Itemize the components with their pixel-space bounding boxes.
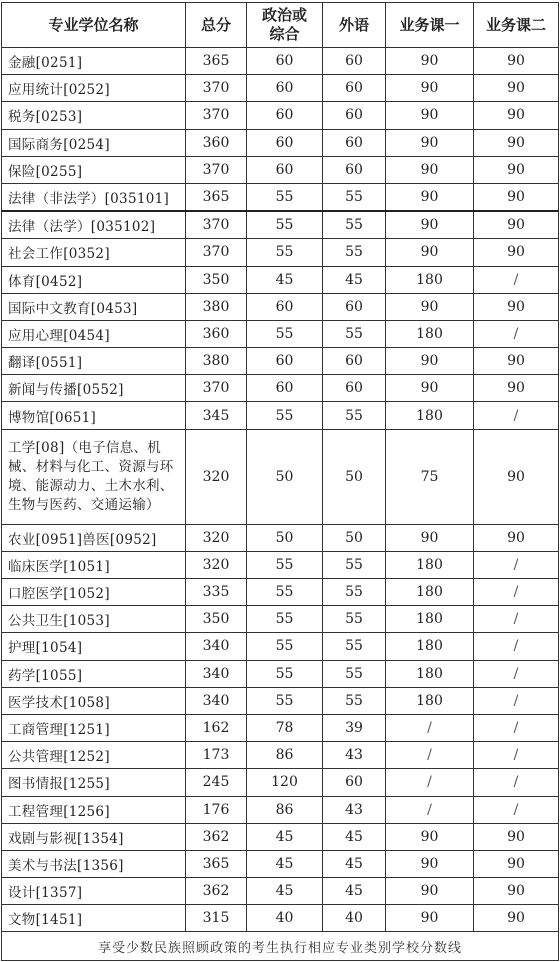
cell-subject2: /: [474, 320, 559, 347]
table-row: [2, 129, 559, 156]
cell-politics: 60: [247, 156, 323, 183]
cell-politics: 60: [247, 129, 323, 156]
cell-foreign: 55: [323, 239, 386, 266]
cell-name: 税务[0253]: [2, 102, 186, 129]
header-name: 专业学位名称: [2, 3, 186, 48]
cell-politics: 60: [247, 293, 323, 320]
cell-foreign: 55: [323, 211, 386, 239]
cell-total: 365: [186, 48, 247, 75]
cell-total: 176: [186, 796, 247, 823]
cell-name: 医学技术[1058]: [2, 687, 186, 714]
table-row: [2, 183, 559, 211]
cell-politics: 50: [247, 429, 323, 524]
cell-name: 临床医学[1051]: [2, 551, 186, 578]
cell-foreign: 60: [323, 129, 386, 156]
header-politics-line2: 综合: [269, 25, 300, 43]
cell-foreign: 43: [323, 742, 386, 769]
cell-politics: 60: [247, 375, 323, 402]
cell-foreign: 55: [323, 606, 386, 633]
cell-politics: 55: [247, 606, 323, 633]
table-row: [2, 687, 559, 714]
cell-name: 新闻与传播[0552]: [2, 375, 186, 402]
cell-name: 翻译[0551]: [2, 348, 186, 375]
cell-subject2: /: [474, 796, 559, 823]
cell-politics: 60: [247, 348, 323, 375]
cell-subject2: /: [474, 687, 559, 714]
table-row: [2, 878, 559, 905]
cell-politics: 45: [247, 823, 323, 850]
cell-foreign: 55: [323, 402, 386, 429]
cell-total: 365: [186, 850, 247, 877]
cell-subject2: 90: [474, 239, 559, 266]
cell-subject2: /: [474, 769, 559, 796]
cell-name: 应用统计[0252]: [2, 75, 186, 102]
cell-subject1: 90: [386, 129, 474, 156]
table-row: [2, 850, 559, 877]
cell-politics: 55: [247, 633, 323, 660]
table-row: [2, 375, 559, 402]
cell-name: 博物馆[0651]: [2, 402, 186, 429]
cell-total: 173: [186, 742, 247, 769]
table-row: [2, 606, 559, 633]
table-row: [2, 742, 559, 769]
cell-subject1: 180: [386, 579, 474, 606]
table-row: [2, 905, 559, 932]
cell-subject2: 90: [474, 48, 559, 75]
cell-total: 370: [186, 375, 247, 402]
cell-subject2: 90: [474, 75, 559, 102]
cell-total: 162: [186, 714, 247, 741]
header-subject1: 业务课一: [386, 3, 474, 48]
cell-total: 370: [186, 239, 247, 266]
cell-name: 社会工作[0352]: [2, 239, 186, 266]
cell-subject1: 90: [386, 183, 474, 211]
cell-total: 315: [186, 905, 247, 932]
cell-subject2: /: [474, 606, 559, 633]
cell-subject2: 90: [474, 878, 559, 905]
cell-name: 护理[1054]: [2, 633, 186, 660]
cell-subject1: 90: [386, 211, 474, 239]
cell-subject1: /: [386, 769, 474, 796]
cell-subject2: 90: [474, 524, 559, 551]
cell-foreign: 55: [323, 579, 386, 606]
cell-foreign: 45: [323, 266, 386, 293]
cell-subject1: 90: [386, 293, 474, 320]
cell-subject1: 180: [386, 633, 474, 660]
cell-foreign: 60: [323, 102, 386, 129]
cell-politics: 55: [247, 687, 323, 714]
table-row: [2, 293, 559, 320]
table-row: [2, 579, 559, 606]
cell-name: 保险[0255]: [2, 156, 186, 183]
cell-politics: 55: [247, 579, 323, 606]
cell-subject2: /: [474, 579, 559, 606]
cell-name: 法律（非法学）[035101]: [2, 183, 186, 211]
cell-name: 工程管理[1256]: [2, 796, 186, 823]
cell-total: 360: [186, 320, 247, 347]
cell-total: 320: [186, 551, 247, 578]
cell-subject2: 90: [474, 905, 559, 932]
cell-subject1: 90: [386, 156, 474, 183]
cell-subject1: 180: [386, 266, 474, 293]
table-row: [2, 524, 559, 551]
cell-subject2: /: [474, 402, 559, 429]
footnote-row: [2, 932, 559, 961]
cell-subject1: 90: [386, 348, 474, 375]
cell-name: 农业[0951]兽医[0952]: [2, 524, 186, 551]
table-header-row: [2, 3, 559, 48]
table-row: [2, 75, 559, 102]
cell-total: 320: [186, 524, 247, 551]
cell-subject1: 90: [386, 524, 474, 551]
header-total: 总分: [186, 3, 247, 48]
cell-subject2: 90: [474, 156, 559, 183]
score-table: [1, 2, 559, 961]
cell-subject1: /: [386, 714, 474, 741]
cell-politics: 86: [247, 796, 323, 823]
cell-total: 380: [186, 293, 247, 320]
cell-name: 工学[08]（电子信息、机械、材料与化工、资源与环境、能源动力、土木水利、生物与医药、交通运输）: [2, 429, 186, 524]
cell-foreign: 45: [323, 823, 386, 850]
cell-total: 350: [186, 266, 247, 293]
cell-subject1: 180: [386, 320, 474, 347]
cell-foreign: 60: [323, 769, 386, 796]
cell-foreign: 55: [323, 687, 386, 714]
cell-name: 国际中文教育[0453]: [2, 293, 186, 320]
table-row: [2, 823, 559, 850]
cell-foreign: 60: [323, 48, 386, 75]
header-politics-line1: 政治或: [261, 6, 307, 24]
cell-total: 362: [186, 878, 247, 905]
cell-subject1: 90: [386, 102, 474, 129]
cell-name: 金融[0251]: [2, 48, 186, 75]
cell-subject2: /: [474, 742, 559, 769]
cell-name: 法律（法学）[035102]: [2, 211, 186, 239]
cell-subject2: 90: [474, 293, 559, 320]
cell-subject1: 75: [386, 429, 474, 524]
cell-subject2: 90: [474, 211, 559, 239]
cell-subject1: /: [386, 796, 474, 823]
cell-politics: 78: [247, 714, 323, 741]
cell-foreign: 60: [323, 348, 386, 375]
cell-foreign: 39: [323, 714, 386, 741]
cell-foreign: 50: [323, 524, 386, 551]
table-row: [2, 266, 559, 293]
cell-foreign: 43: [323, 796, 386, 823]
table-row: [2, 402, 559, 429]
cell-name: 戏剧与影视[1354]: [2, 823, 186, 850]
cell-politics: 55: [247, 211, 323, 239]
cell-name: 应用心理[0454]: [2, 320, 186, 347]
cell-politics: 45: [247, 850, 323, 877]
cell-total: 350: [186, 606, 247, 633]
cell-foreign: 55: [323, 183, 386, 211]
cell-subject2: /: [474, 714, 559, 741]
cell-politics: 45: [247, 266, 323, 293]
cell-politics: 55: [247, 551, 323, 578]
cell-subject2: 90: [474, 102, 559, 129]
cell-foreign: 50: [323, 429, 386, 524]
cell-politics: 55: [247, 183, 323, 211]
cell-subject2: 90: [474, 823, 559, 850]
cell-subject2: /: [474, 633, 559, 660]
cell-total: 380: [186, 348, 247, 375]
cell-politics: 50: [247, 524, 323, 551]
table-row: [2, 660, 559, 687]
cell-subject2: 90: [474, 429, 559, 524]
cell-name: 药学[1055]: [2, 660, 186, 687]
header-subject2: 业务课二: [474, 3, 559, 48]
cell-subject1: 90: [386, 905, 474, 932]
cell-subject1: 180: [386, 660, 474, 687]
cell-subject1: 180: [386, 687, 474, 714]
cell-subject1: 180: [386, 606, 474, 633]
cell-politics: 55: [247, 320, 323, 347]
cell-politics: 55: [247, 660, 323, 687]
cell-subject1: 180: [386, 551, 474, 578]
cell-subject1: 90: [386, 823, 474, 850]
table-row: [2, 633, 559, 660]
cell-name: 设计[1357]: [2, 878, 186, 905]
table-row: [2, 796, 559, 823]
table-row: [2, 769, 559, 796]
cell-foreign: 40: [323, 905, 386, 932]
cell-total: 320: [186, 429, 247, 524]
cell-subject1: 90: [386, 375, 474, 402]
cell-name: 公共卫生[1053]: [2, 606, 186, 633]
cell-foreign: 60: [323, 156, 386, 183]
cell-name: 体育[0452]: [2, 266, 186, 293]
table-row: [2, 156, 559, 183]
cell-politics: 60: [247, 75, 323, 102]
cell-politics: 86: [247, 742, 323, 769]
cell-politics: 45: [247, 878, 323, 905]
cell-subject1: 90: [386, 48, 474, 75]
cell-name: 图书情报[1255]: [2, 769, 186, 796]
cell-subject2: 90: [474, 850, 559, 877]
table-row: [2, 551, 559, 578]
cell-name: 口腔医学[1052]: [2, 579, 186, 606]
cell-politics: 60: [247, 102, 323, 129]
cell-total: 362: [186, 823, 247, 850]
cell-total: 370: [186, 211, 247, 239]
cell-name: 公共管理[1252]: [2, 742, 186, 769]
cell-name: 工商管理[1251]: [2, 714, 186, 741]
cell-subject1: /: [386, 742, 474, 769]
header-politics: [247, 3, 323, 48]
cell-subject2: /: [474, 266, 559, 293]
cell-total: 335: [186, 579, 247, 606]
table-row: [2, 211, 559, 239]
cell-foreign: 60: [323, 375, 386, 402]
cell-subject2: /: [474, 551, 559, 578]
table-body: [2, 48, 559, 932]
cell-subject1: 90: [386, 850, 474, 877]
cell-foreign: 55: [323, 660, 386, 687]
cell-name: 国际商务[0254]: [2, 129, 186, 156]
table-row: [2, 429, 559, 524]
header-foreign: 外语: [323, 3, 386, 48]
cell-total: 245: [186, 769, 247, 796]
cell-total: 370: [186, 102, 247, 129]
cell-total: 340: [186, 687, 247, 714]
cell-politics: 40: [247, 905, 323, 932]
cell-total: 340: [186, 660, 247, 687]
cell-foreign: 55: [323, 320, 386, 347]
cell-foreign: 55: [323, 551, 386, 578]
table-row: [2, 714, 559, 741]
cell-subject2: 90: [474, 129, 559, 156]
cell-subject1: 90: [386, 239, 474, 266]
cell-total: 340: [186, 633, 247, 660]
table-row: [2, 48, 559, 75]
cell-name: 美术与书法[1356]: [2, 850, 186, 877]
cell-subject2: /: [474, 660, 559, 687]
table-row: [2, 239, 559, 266]
cell-total: 370: [186, 156, 247, 183]
cell-foreign: 45: [323, 850, 386, 877]
cell-politics: 60: [247, 48, 323, 75]
cell-subject2: 90: [474, 375, 559, 402]
cell-total: 345: [186, 402, 247, 429]
cell-politics: 120: [247, 769, 323, 796]
cell-name: 文物[1451]: [2, 905, 186, 932]
cell-foreign: 45: [323, 878, 386, 905]
cell-subject1: 90: [386, 878, 474, 905]
cell-total: 370: [186, 75, 247, 102]
cell-politics: 55: [247, 402, 323, 429]
cell-total: 360: [186, 129, 247, 156]
cell-total: 365: [186, 183, 247, 211]
cell-subject2: 90: [474, 348, 559, 375]
footnote: 享受少数民族照顾政策的考生执行相应专业类别学校分数线: [2, 932, 559, 961]
cell-politics: 55: [247, 239, 323, 266]
cell-foreign: 60: [323, 293, 386, 320]
cell-subject2: 90: [474, 183, 559, 211]
cell-foreign: 60: [323, 75, 386, 102]
cell-subject1: 180: [386, 402, 474, 429]
cell-subject1: 90: [386, 75, 474, 102]
cell-foreign: 55: [323, 633, 386, 660]
table-row: [2, 348, 559, 375]
table-row: [2, 320, 559, 347]
table-row: [2, 102, 559, 129]
